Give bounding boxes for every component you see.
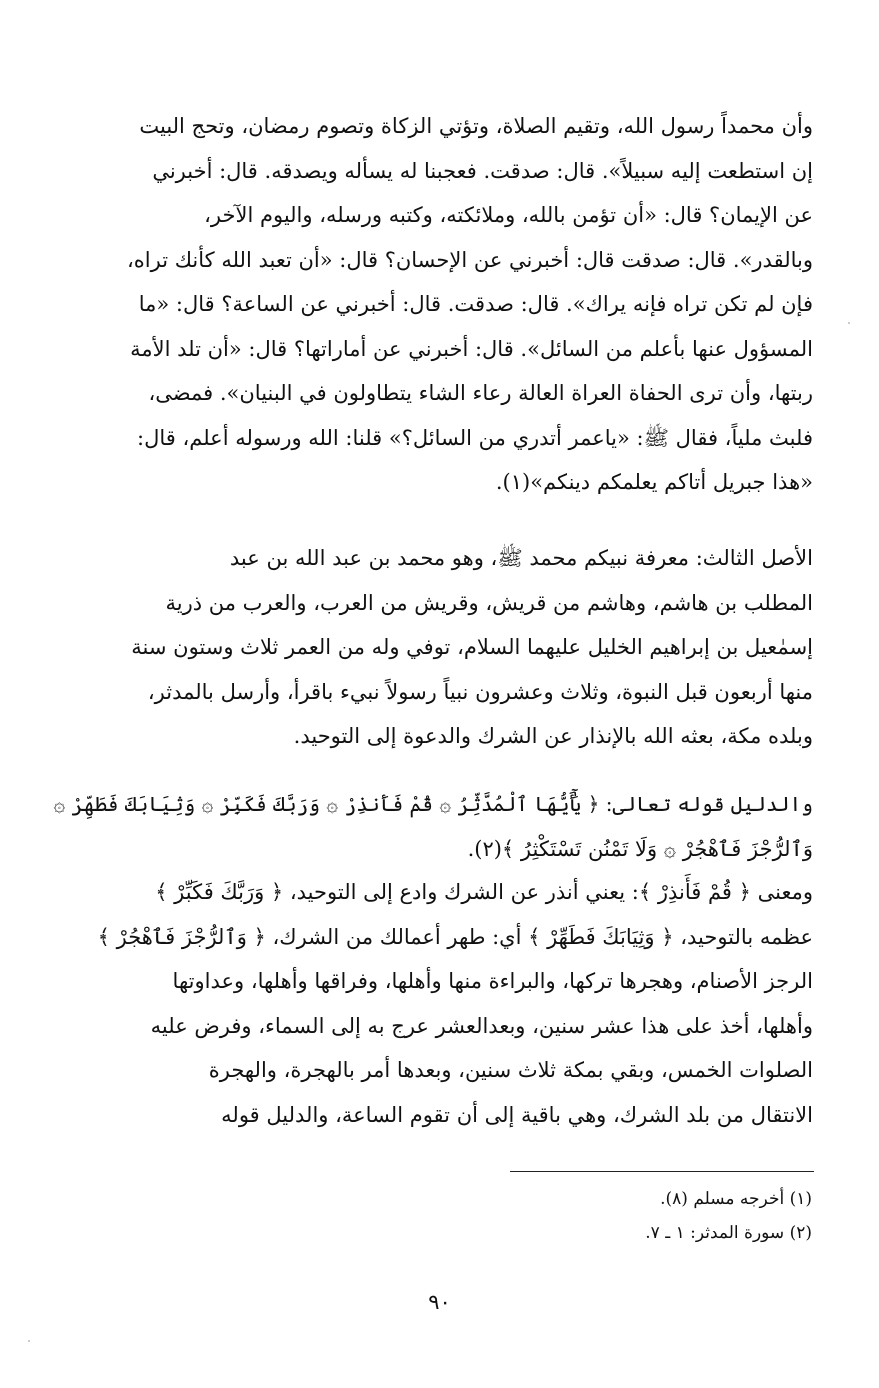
text-line: ومعنى ﴿ قُمْ فَأَنذِرْ ﴾: يعني أنذر عن الشرك وادع إلى التوحيد، ﴿ وَرَبَّكَ فَكَبِّرْ ﴾ <box>155 880 813 904</box>
text-line: المطلب بن هاشم، وهاشم من قريش، وقريش من العرب، والعرب من ذرية <box>165 590 813 615</box>
paragraph-quran-evidence <box>38 782 813 871</box>
page-number: ٩٠ <box>428 1290 451 1314</box>
text-line: وبلده مكة، بعثه الله بالإنذار عن الشرك والدعوة إلى التوحيد. <box>293 724 813 748</box>
text-line: وَٱلرُّجْزَ فَٱهْجُرْ ۞ وَلَا تَمْنُن تَسْتَكْثِرُ ﴾(٢). <box>467 836 813 861</box>
text-line: الصلوات الخمس، وبقي بمكة ثلاث سنين، وبعدها أمر بالهجرة، والهجرة <box>208 1058 813 1082</box>
scan-dot <box>848 322 850 324</box>
footnote-divider <box>510 1171 814 1172</box>
text-line: وأهلها، أخذ على هذا عشر سنين، وبعدالعشر عرج به إلى السماء، وفرض عليه <box>150 1013 813 1038</box>
text-line: إسمٰعيل بن إبراهيم الخليل عليهما السلام، توفي وله من العمر ثلاث وستون سنة <box>131 635 813 659</box>
paragraph-third-principle <box>38 536 813 759</box>
text-line: الأصل الثالث: معرفة نبيكم محمد ﷺ، وهو محمد بن عبد الله بن عبد <box>229 546 813 570</box>
text-line: منها أربعون قبل النبوة، وثلاث وعشرون نبياً رسولاً نبيء باقرأ، وأرسل بالمدثر، <box>147 679 813 704</box>
text-line: المسؤول عنها بأعلم من السائل». قال: أخبرني عن أماراتها؟ قال: «أن تلد الأمة <box>130 336 813 361</box>
text-line: الرجز الأصنام، وهجرها تركها، والبراءة منها وأهلها، وفراقها وأهلها، وعداوتها <box>172 969 813 993</box>
text-line: عن الإيمان؟ قال: «أن تؤمن بالله، وملائكته، وكتبه ورسله، واليوم الآخر، <box>204 203 813 227</box>
text-line: فلبث ملياً، فقال ﷺ: «ياعمر أتدري من السائل؟» قلنا: الله ورسوله أعلم، قال: <box>137 425 813 450</box>
text-line: ربتها، وأن ترى الحفاة العراة العالة رعاء الشاء يتطاولون في البنيان». فمضى، <box>148 381 813 405</box>
paragraph-meaning <box>38 870 813 1137</box>
text-line: الانتقال من بلد الشرك، وهي باقية إلى أن تقوم الساعة، والدليل قوله <box>221 1102 813 1127</box>
text-line: والدليل قوله تعالى: ﴿ يَٰٓأَيُّهَا ٱلْمُدَّثِّرُ ۞ قُمْ فَأَنذِرْ ۞ وَرَبَّكَ فَكَبِّرْ ۞ وَثِيَابَكَ فَطَهِّرْ ۞ <box>53 792 813 816</box>
scan-dot <box>28 1340 30 1342</box>
text-line: إن استطعت إليه سبيلاً». قال: صدقت. فعجبنا له يسأله ويصدقه. قال: أخبرني <box>152 158 813 183</box>
footnote-1: (١) أخرجه مسلم (٨). <box>660 1189 812 1209</box>
text-line: فإن لم تكن تراه فإنه يراك». قال: صدقت. قال: أخبرني عن الساعة؟ قال: «ما <box>138 292 813 316</box>
text-line: وبالقدر». قال: صدقت قال: أخبرني عن الإحسان؟ قال: «أن تعبد الله كأنك تراه، <box>127 247 813 272</box>
text-line: عظمه بالتوحيد، ﴿ وَثِيَابَكَ فَطَهِّرْ ﴾ أي: طهر أعمالك من الشرك، ﴿ وَٱلرُّجْزَ فَٱهْجُرْ ﴾ <box>97 924 813 949</box>
footnote-2: (٢) سورة المدثر: ١ ـ ٧. <box>645 1223 812 1243</box>
text-line: «هذا جبريل أتاكم يعلمكم دينكم»(١). <box>495 470 813 494</box>
footnotes <box>300 1182 812 1250</box>
paragraph-hadith-jibril <box>38 104 813 505</box>
text-line: وأن محمداً رسول الله، وتقيم الصلاة، وتؤتي الزكاة وتصوم رمضان، وتحج البيت <box>139 114 813 138</box>
